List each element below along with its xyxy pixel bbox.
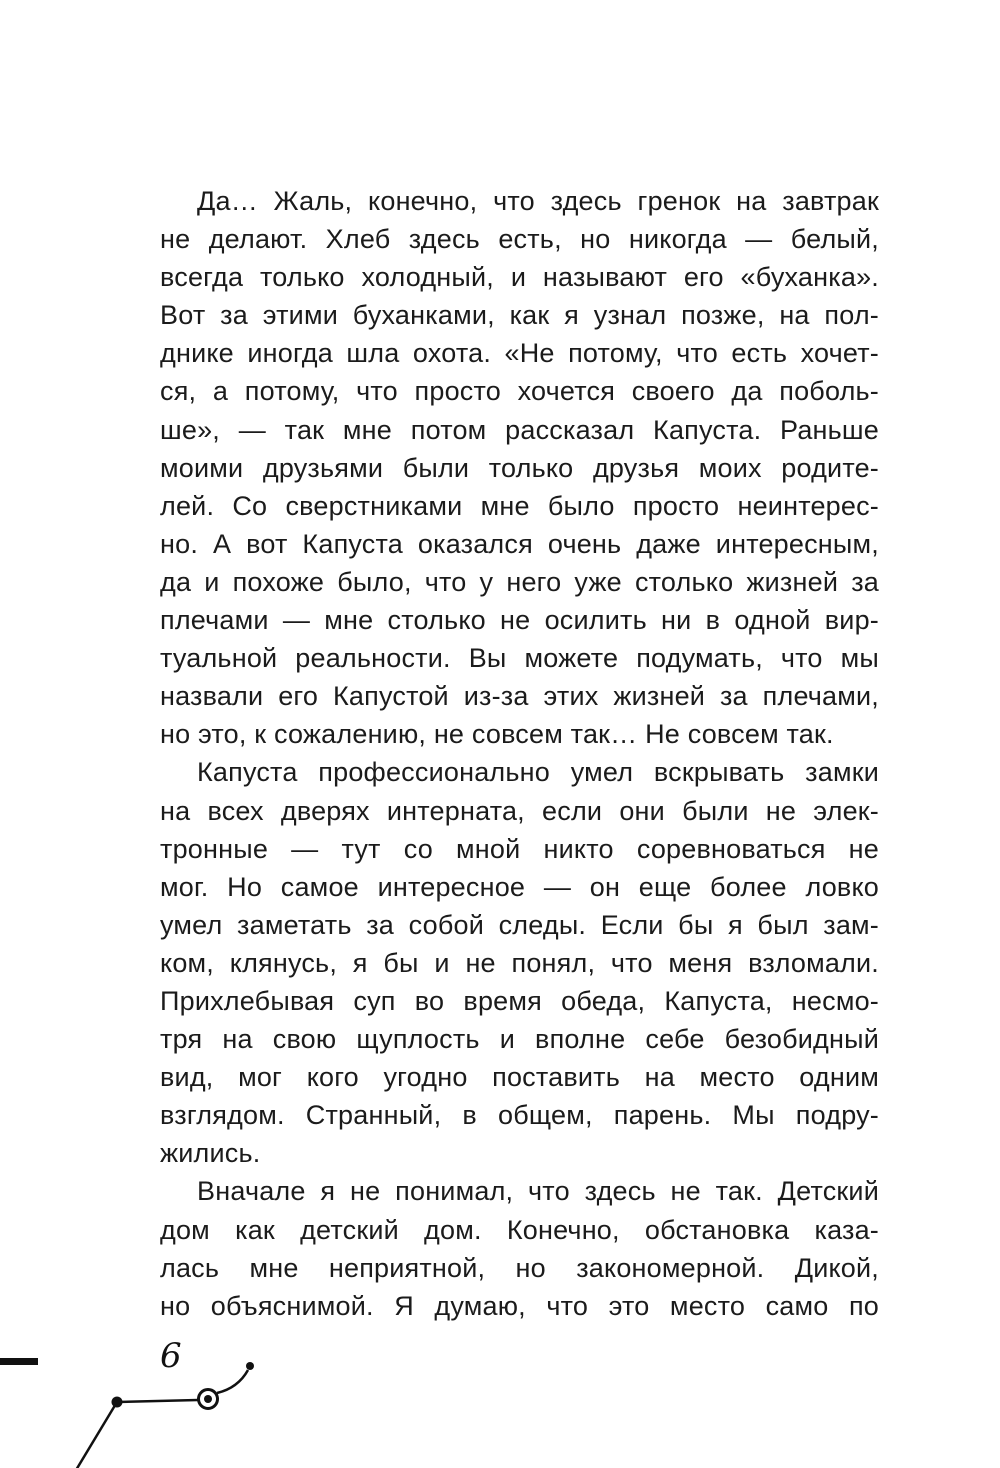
text-line: не делают. Хлеб здесь есть, но никогда — белый, [160, 224, 879, 255]
text-line: лей. Со сверстниками мне было просто неинтерес- [160, 490, 879, 521]
paragraph [160, 1172, 879, 1324]
text-line: тронные — тут со мной никто соревноваться не [160, 833, 879, 864]
text-line: Прихлебывая суп во время обеда, Капуста, несмо- [160, 985, 879, 1016]
text-line: дом как детский дом. Конечно, обстановка каза- [160, 1214, 879, 1245]
text-line: плечами — мне столько не осилить ни в одной вир- [160, 605, 879, 636]
text-line: туальной реальности. Вы можете подумать, что мы [160, 643, 879, 674]
text-line: назвали его Капустой из-за этих жизней за плечами, [160, 681, 879, 712]
text-line: вид, мог кого угодно поставить на место одним [160, 1062, 879, 1093]
text-line: Да… Жаль, конечно, что здесь гренок на завтрак [197, 186, 879, 216]
text-line: Капуста профессионально умел вскрывать замки [197, 757, 879, 788]
text-line: но. А вот Капуста оказался очень даже интересным, [160, 528, 879, 559]
text-line: всегда только холодный, и называют его «буханка». [160, 262, 879, 293]
text-line: Вначале я не понимал, что здесь не так. Детский [197, 1176, 879, 1207]
text-line: тря на свою щуплость и вполне себе безобидный [160, 1024, 879, 1055]
text-line: но объяснимой. Я думаю, что это место само по [160, 1290, 879, 1321]
paragraph [160, 182, 879, 753]
text-line: Вот за этими буханками, как я узнал позже, на пол- [160, 300, 879, 331]
text-line: моими друзьями были только друзья моих родите- [160, 452, 879, 483]
page-number: 6 [160, 1336, 182, 1376]
text-line: умел заметать за собой следы. Если бы я был зам- [160, 909, 879, 940]
text-line: мог. Но самое интересное — он еще более ловко [160, 871, 879, 902]
footer-flourish-ornament [0, 1350, 280, 1468]
text-line: ком, клянусь, я бы и не понял, что меня взломали. [160, 947, 879, 978]
paragraph [160, 753, 879, 1172]
text-line: на всех дверях интерната, если они были не элек- [160, 795, 879, 826]
page-text [160, 182, 879, 1325]
text-line: да и похоже было, что у него уже столько жизней за [160, 566, 879, 597]
text-line: днике иногда шла охота. «Не потому, что есть хочет- [160, 338, 879, 369]
text-line: но это, к сожалению, не совсем так… Не совсем так. [160, 719, 834, 750]
text-line: взглядом. Странный, в общем, парень. Мы подру- [160, 1100, 879, 1131]
text-line: лась мне неприятной, но закономерной. Дикой, [160, 1252, 879, 1283]
text-line: жились. [160, 1138, 261, 1169]
text-line: ше», — так мне потом рассказал Капуста. Раньше [160, 414, 879, 445]
text-line: ся, а потому, что просто хочется своего да поболь- [160, 376, 879, 407]
